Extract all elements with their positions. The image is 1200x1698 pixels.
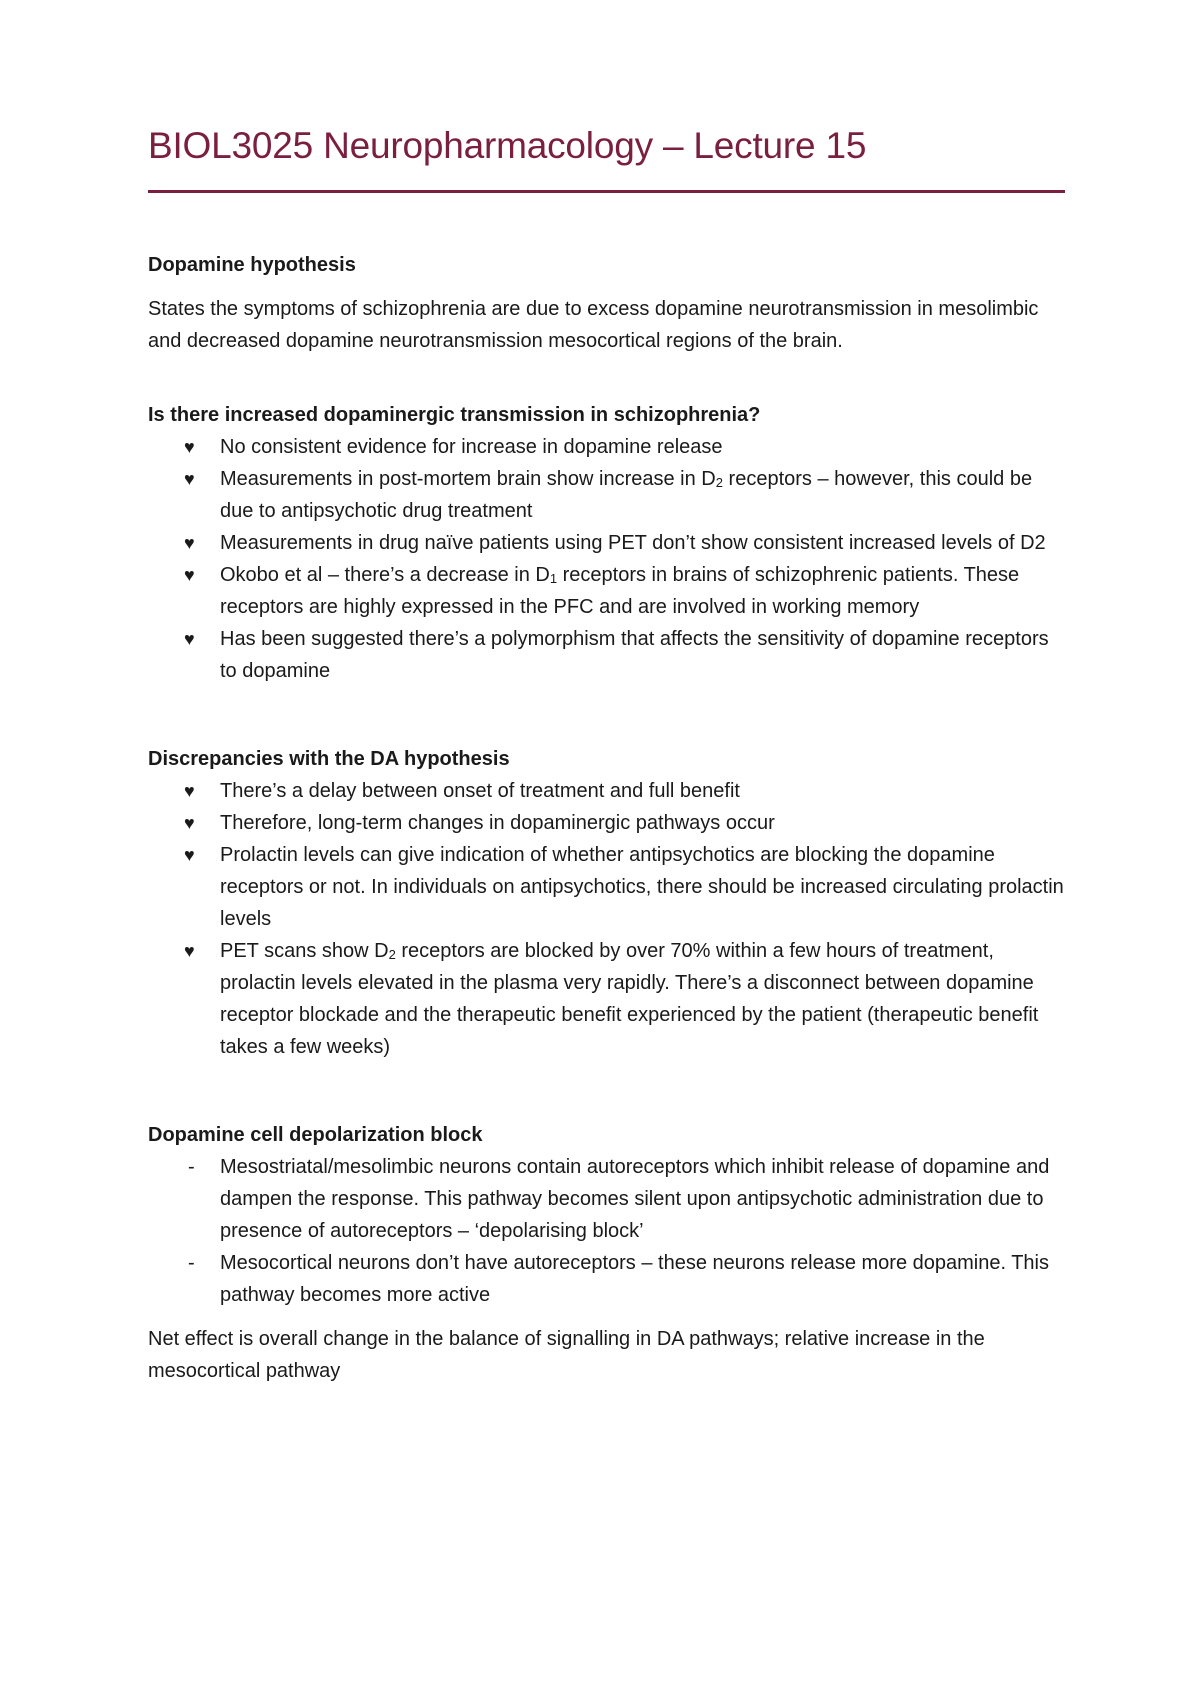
list-item-text-pre: PET scans show D: [220, 940, 389, 962]
list-item: [148, 527, 1064, 559]
list-item-text-post: receptors – however, this could be due to antipsychotic drug treatment: [220, 468, 1033, 522]
section-heading-discrepancies: Discrepancies with the DA hypothesis: [148, 748, 510, 770]
list-item: [148, 1247, 1064, 1311]
subscript: 2: [715, 475, 723, 490]
list-item: [148, 839, 1064, 935]
heart-icon: ♥: [184, 437, 195, 457]
dash-marker: -: [188, 1252, 195, 1274]
increased-transmission-list: [148, 431, 1064, 687]
title-divider: [148, 190, 1065, 193]
list-item-text: Mesostriatal/mesolimbic neurons contain autoreceptors which inhibit release of dopamine and dampen the response. This pathway becomes silent upon antipsychotic administration due to presence of autoreceptors – ‘depolarising block’: [220, 1156, 1050, 1242]
list-item-text: There’s a delay between onset of treatment and full benefit: [220, 780, 740, 802]
dopamine-hypothesis-paragraph: States the symptoms of schizophrenia are due to excess dopamine neurotransmission in mesolimbic and decreased dopamine neurotransmission mesocortical regions of the brain.: [148, 298, 1039, 352]
list-item-text: Prolactin levels can give indication of whether antipsychotics are blocking the dopamine receptors or not. In individuals on antipsychotics, there should be increased circulating prolactin levels: [220, 844, 1064, 930]
heart-icon: ♥: [184, 845, 195, 865]
net-effect-paragraph: Net effect is overall change in the balance of signalling in DA pathways; relative increase in the mesocortical pathway: [148, 1328, 985, 1382]
discrepancies-list: [148, 775, 1064, 1063]
list-item: [148, 431, 1064, 463]
list-item: [148, 463, 1064, 527]
list-item-text: Has been suggested there’s a polymorphism that affects the sensitivity of dopamine receptors to dopamine: [220, 628, 1049, 682]
heart-icon: ♥: [184, 533, 195, 553]
document-title: BIOL3025 Neuropharmacology – Lecture 15: [148, 125, 867, 166]
list-item-text-pre: Okobo et al – there’s a decrease in D: [220, 564, 550, 586]
subscript: 1: [549, 571, 558, 586]
depolarization-block-list: [148, 1151, 1064, 1311]
list-item-text: Therefore, long-term changes in dopaminergic pathways occur: [220, 812, 775, 834]
list-item: [148, 775, 1064, 807]
list-item: [148, 559, 1064, 623]
list-item-text: No consistent evidence for increase in dopamine release: [220, 436, 723, 458]
list-item: [148, 623, 1064, 687]
dash-marker: -: [188, 1156, 195, 1178]
heart-icon: ♥: [184, 941, 195, 961]
list-item: [148, 1151, 1064, 1247]
list-item-text-post: receptors in brains of schizophrenic patients. These receptors are highly expressed in the PFC and are involved in working memory: [220, 564, 1020, 618]
heart-icon: ♥: [184, 813, 195, 833]
heart-icon: ♥: [184, 469, 195, 489]
heart-icon: ♥: [184, 781, 195, 801]
list-item-text: Measurements in drug naïve patients using PET don’t show consistent increased levels of D2: [220, 532, 1046, 554]
section-heading-increased-transmission: Is there increased dopaminergic transmission in schizophrenia?: [148, 404, 761, 426]
section-heading-depolarization-block: Dopamine cell depolarization block: [148, 1124, 483, 1146]
list-item-text: Mesocortical neurons don’t have autoreceptors – these neurons release more dopamine. This pathway becomes more active: [220, 1252, 1049, 1306]
list-item-text-post: receptors are blocked by over 70% within a few hours of treatment, prolactin levels elevated in the plasma very rapidly. There’s a disconnect between dopamine receptor blockade and the therapeutic benefit experienced by the patient (therapeutic benefit takes a few weeks): [220, 940, 1039, 1058]
subscript: 2: [388, 947, 396, 962]
heart-icon: ♥: [184, 565, 195, 585]
list-item: [148, 935, 1064, 1063]
list-item-text-pre: Measurements in post-mortem brain show increase in D: [220, 468, 716, 490]
section-heading-dopamine-hypothesis: Dopamine hypothesis: [148, 254, 356, 276]
heart-icon: ♥: [184, 629, 195, 649]
list-item: [148, 807, 1064, 839]
